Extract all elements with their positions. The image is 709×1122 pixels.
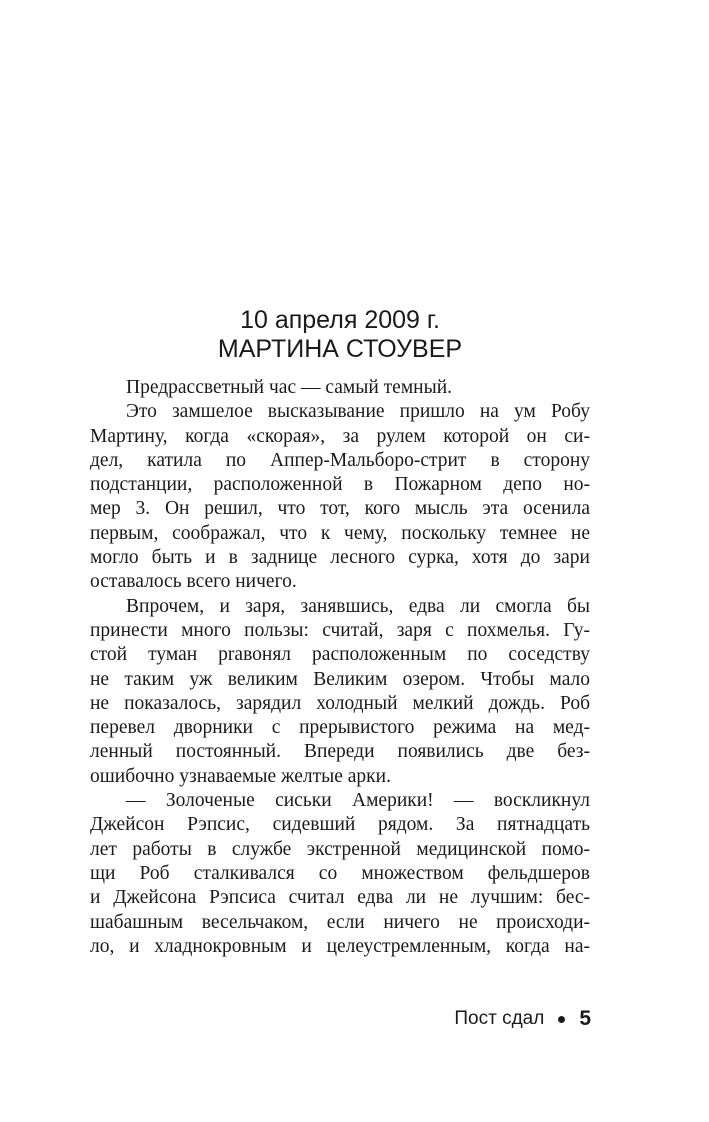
text-line: оставалось всего ничего. xyxy=(90,571,297,593)
text-line: стой туман praвонял расположенным по соседству xyxy=(90,644,590,666)
chapter-title: МАРТИНА СТОУВЕР xyxy=(217,335,463,363)
text-line: щи Роб сталкивался со множеством фельдшеров xyxy=(90,862,590,884)
text-line: не таким уж великим Великим озером. Чтобы мало xyxy=(90,668,590,690)
text-line: ошибочно узнаваемые желтые арки. xyxy=(90,765,391,787)
page-footer xyxy=(454,1006,591,1032)
chapter-date: 10 апреля 2009 г. xyxy=(240,306,440,334)
text-line: могло быть и в заднице лесного сурка, хотя до зари xyxy=(90,547,590,569)
text-line: первым, соображал, что к чему, поскольку темнее не xyxy=(90,522,590,544)
text-line: Мартину, когда «скорая», за рулем которой он си- xyxy=(90,425,590,447)
body-text xyxy=(90,376,590,959)
text-line: перевел дворники с прерывистого режима на мед- xyxy=(90,717,590,739)
running-title: Пост сдал xyxy=(454,1008,545,1029)
text-line: не показалось, зарядил холодный мелкий дождь. Роб xyxy=(90,692,590,714)
text-line: Предрассветный час — самый темный. xyxy=(126,377,453,398)
text-line: Впрочем, и заря, занявшись, едва ли смогла бы xyxy=(126,595,590,617)
text-line: Джейсон Рэпсис, сидевший рядом. За пятнадцать xyxy=(90,814,590,836)
page-number: 5 xyxy=(579,1007,591,1030)
text-line: подстанции, расположенной в Пожарном депо но- xyxy=(90,474,590,496)
text-line: Это замшелое высказывание пришло на ум Робу xyxy=(126,401,590,423)
text-line: дел, катила по Аппер-Мальборо-стрит в сторону xyxy=(90,449,590,471)
text-line: и Джейсона Рэпсиса считал едва ли не лучшим: бес- xyxy=(90,887,590,909)
text-line: мер 3. Он решил, что тот, кого мысль эта осенила xyxy=(90,498,590,520)
text-line: ло, и хладнокровным и целеустремленным, когда на- xyxy=(90,935,590,957)
bullet-icon xyxy=(558,1016,565,1023)
text-line: ленный постоянный. Впереди появились две без- xyxy=(90,741,590,763)
text-line: — Золоченые сиськи Америки! — воскликнул xyxy=(126,790,590,812)
text-line: шабашным весельчаком, если ничего не происходи- xyxy=(90,911,590,933)
text-line: лет работы в службе экстренной медицинской помо- xyxy=(90,838,590,860)
text-line: принести много пользы: считай, заря с похмелья. Гу- xyxy=(90,619,590,641)
